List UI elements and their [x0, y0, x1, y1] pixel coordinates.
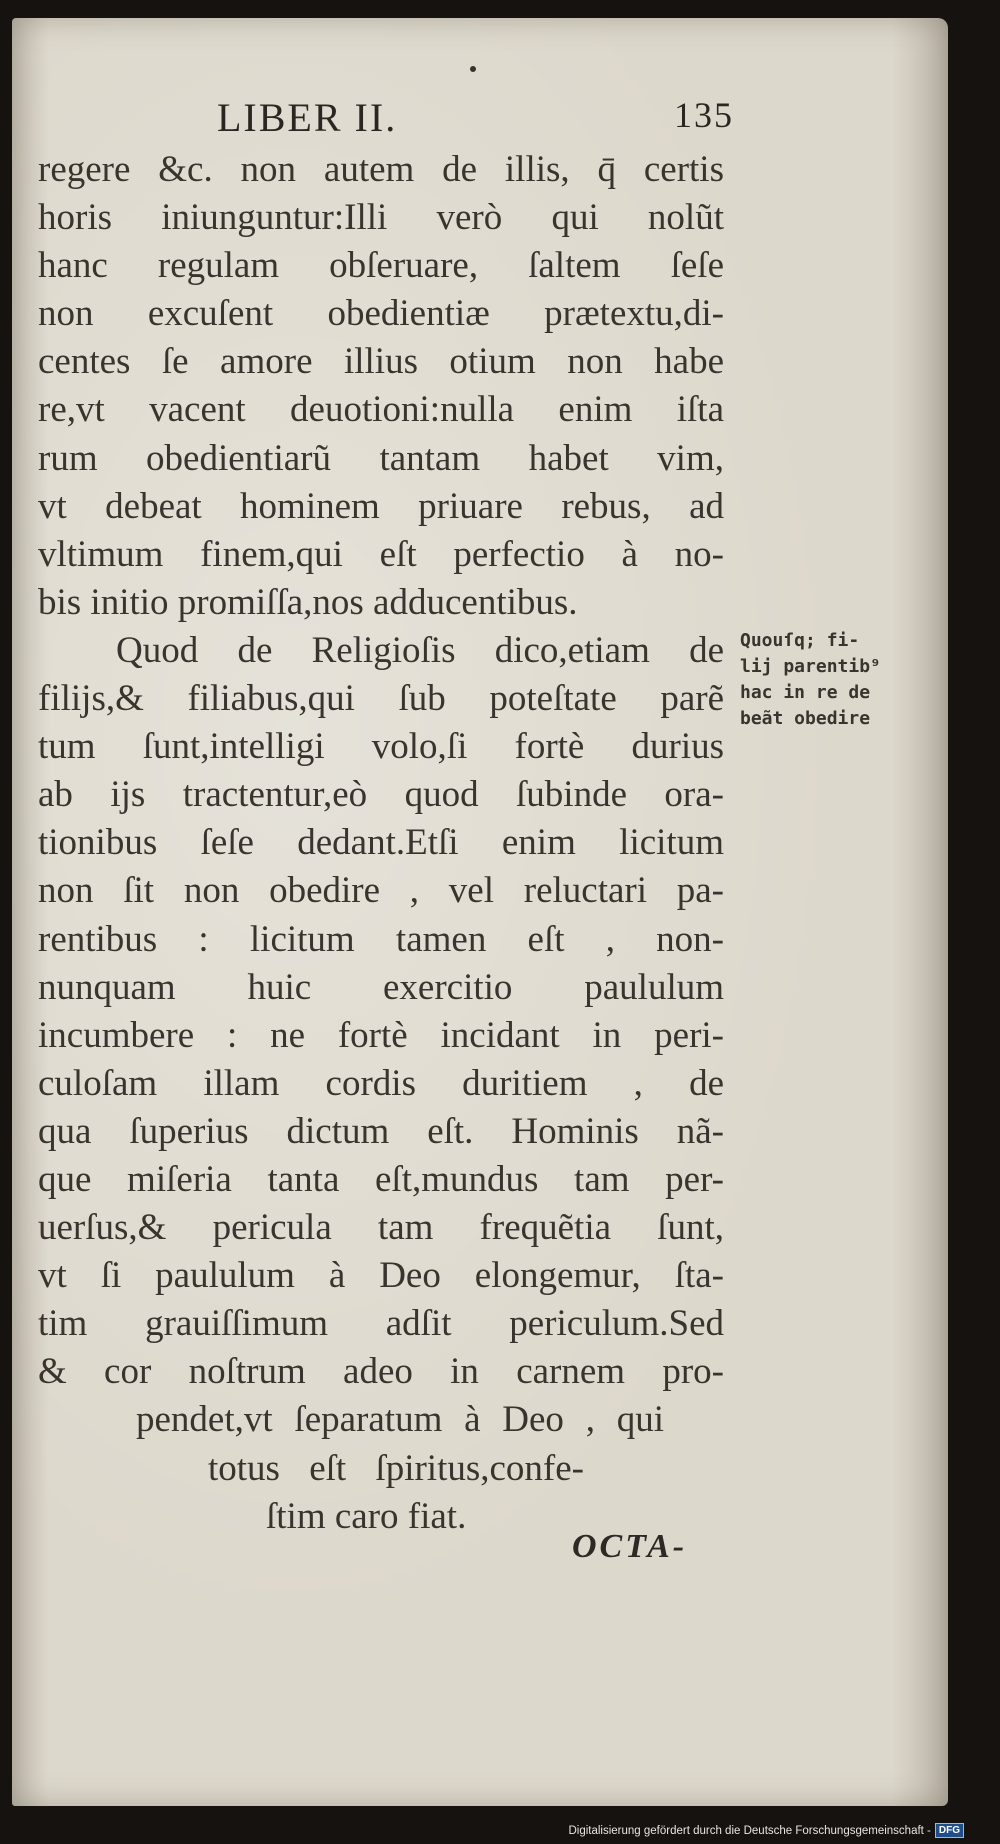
- text-line: rum obedientiarũ tantam habet vim,: [38, 437, 724, 479]
- text-line: ab ijs tractentur,eò quod ſubinde ora-: [38, 774, 724, 816]
- text-line: pendet,vt ſeparatum à Deo , qui: [136, 1399, 664, 1441]
- catchword: OCTA-: [572, 1528, 688, 1565]
- text-line: ſtim caro fiat.: [266, 1495, 467, 1537]
- body-text: [38, 146, 724, 1541]
- marginal-note-line: hac in re de: [740, 682, 871, 703]
- marginal-note-line: lij parentib⁹: [740, 656, 881, 677]
- dfg-logo-icon: DFG: [935, 1823, 964, 1838]
- funding-credit: [568, 1823, 964, 1838]
- text-line: tionibus ſeſe dedant.Etſi enim licitum: [38, 822, 724, 864]
- text-line: rentibus : licitum tamen eſt , non-: [38, 918, 724, 960]
- text-line: re,vt vacent deuotioni:nulla enim iſta: [38, 389, 724, 431]
- marginal-note-line: beãt obedire: [740, 708, 871, 729]
- text-line: qua ſuperius dictum eſt. Hominis nã-: [38, 1110, 724, 1152]
- text-line: hanc regulam obſeruare, ſaltem ſeſe: [38, 245, 724, 287]
- text-line: regere &c. non autem de illis, q̄ certis: [38, 149, 724, 190]
- running-title: LIBER II.: [217, 95, 398, 140]
- text-line: vt debeat hominem priuare rebus, ad: [38, 485, 724, 527]
- text-line: uerſus,& pericula tam frequẽtia ſunt,: [38, 1207, 724, 1249]
- text-line: culoſam illam cordis duritiem , de: [38, 1062, 724, 1104]
- text-line: vt ſi paululum à Deo elongemur, ſta-: [38, 1255, 724, 1297]
- text-line: & cor noſtrum adeo in carnem pro-: [38, 1351, 724, 1393]
- marginal-note-line: Quouſq; fi-: [740, 630, 860, 651]
- text-line: filijs,& filiabus,qui ſub poteſtate parẽ: [38, 678, 724, 720]
- text-line: horis iniunguntur:Illi verò qui nolũt: [38, 197, 724, 239]
- marginal-note: [740, 628, 910, 732]
- text-line: nunquam huic exercitio paululum: [38, 966, 724, 1008]
- text-line: vltimum finem,qui eſt perfectio à no-: [38, 533, 724, 575]
- text-line: bis initio promiſſa,nos adducentibus.: [38, 581, 578, 623]
- text-line: tum ſunt,intelligi volo,ſi fortè durius: [38, 726, 724, 768]
- text-line: tim grauiſſimum adſit periculum.Sed: [38, 1303, 724, 1345]
- text-line: que miſeria tanta eſt,mundus tam per-: [38, 1158, 724, 1200]
- funding-credit-text: Digitalisierung gefördert durch die Deutsche Forschungsgemeinschaft -: [568, 1824, 931, 1837]
- text-line: Quod de Religioſis dico,etiam de: [116, 629, 724, 671]
- text-line: non ſit non obedire , vel reluctari pa-: [38, 870, 724, 912]
- text-line: non excuſent obedientiæ prætextu,di-: [38, 293, 724, 335]
- text-line: totus eſt ſpiritus,confe-: [208, 1447, 584, 1489]
- text-line: incumbere : ne fortè incidant in peri-: [38, 1014, 724, 1056]
- ink-dot: [470, 66, 476, 72]
- book-page: [12, 18, 948, 1806]
- text-line: centes ſe amore illius otium non habe: [38, 341, 724, 383]
- page-number: 135: [674, 95, 734, 135]
